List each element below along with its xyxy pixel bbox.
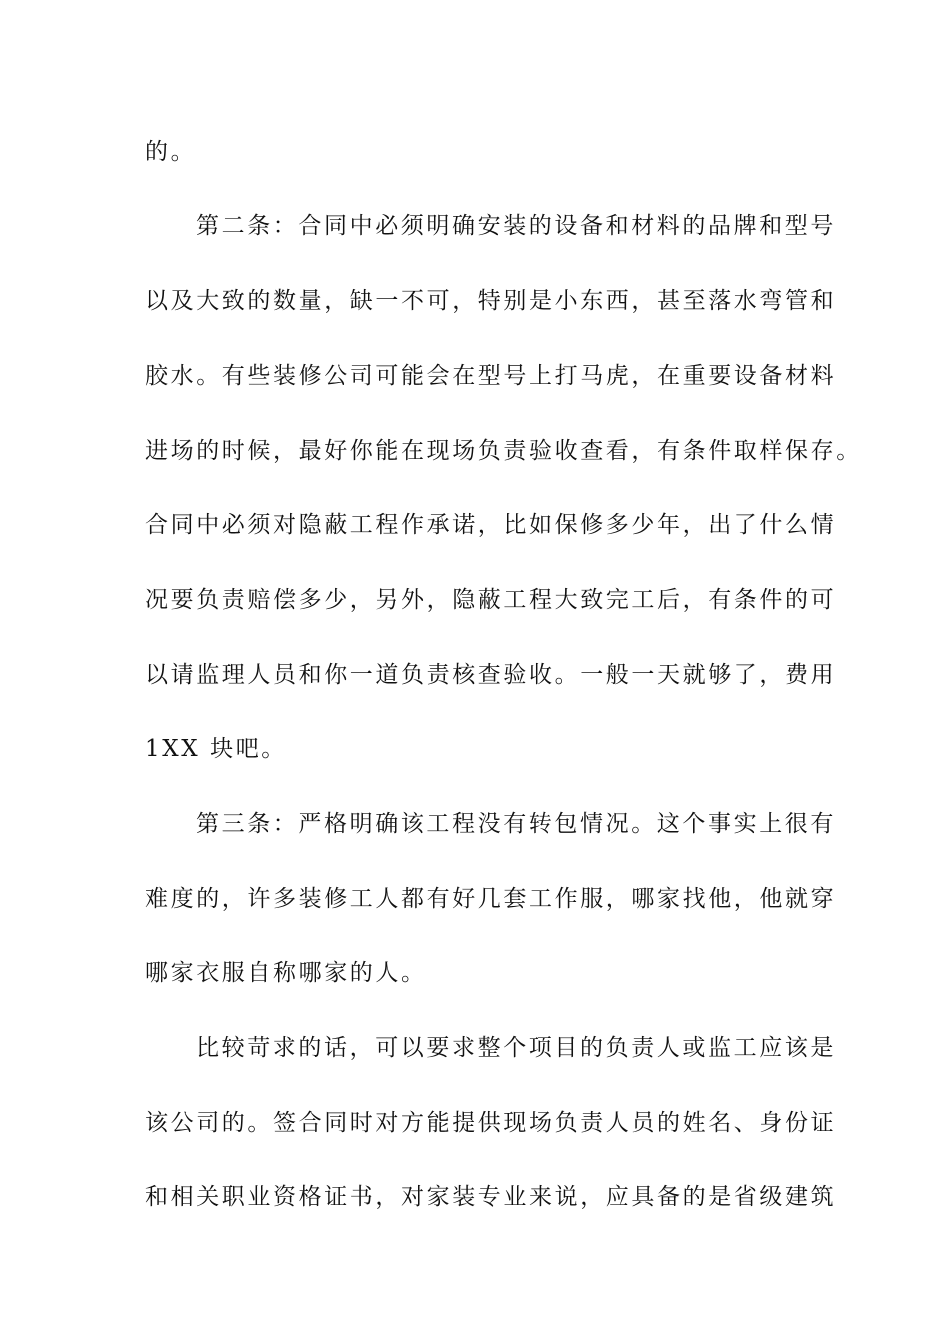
text-line: 况要负责赔偿多少，另外，隐蔽工程大致完工后，有条件的可 — [145, 587, 837, 613]
text-line: 和相关职业资格证书，对家装专业来说，应具备的是省级建筑 — [145, 1184, 837, 1210]
text-line: 第二条：合同中必须明确安装的设备和材料的品牌和型号 — [196, 213, 836, 239]
text-line: 比较苛求的话，可以要求整个项目的负责人或监工应该是 — [196, 1035, 836, 1061]
text-line: 以请监理人员和你一道负责核查验收。一般一天就够了，费用 — [145, 662, 837, 688]
text-line: 第三条：严格明确该工程没有转包情况。这个事实上很有 — [196, 811, 836, 837]
text-line: 合同中必须对隐蔽工程作承诺，比如保修多少年，出了什么情 — [145, 512, 837, 538]
text-line: 以及大致的数量，缺一不可，特别是小东西，甚至落水弯管和 — [145, 288, 837, 314]
text-line: 1XX 块吧。 — [145, 736, 287, 762]
text-line: 难度的，许多装修工人都有好几套工作服，哪家找他，他就穿 — [145, 886, 837, 912]
text-line: 的。 — [145, 139, 197, 165]
text-line: 进场的时候，最好你能在现场负责验收查看，有条件取样保存。 — [145, 438, 862, 464]
text-line: 该公司的。签合同时对方能提供现场负责人员的姓名、身份证 — [145, 1110, 837, 1136]
text-line: 哪家衣服自称哪家的人。 — [145, 960, 427, 986]
text-line: 胶水。有些装修公司可能会在型号上打马虎，在重要设备材料 — [145, 363, 837, 389]
